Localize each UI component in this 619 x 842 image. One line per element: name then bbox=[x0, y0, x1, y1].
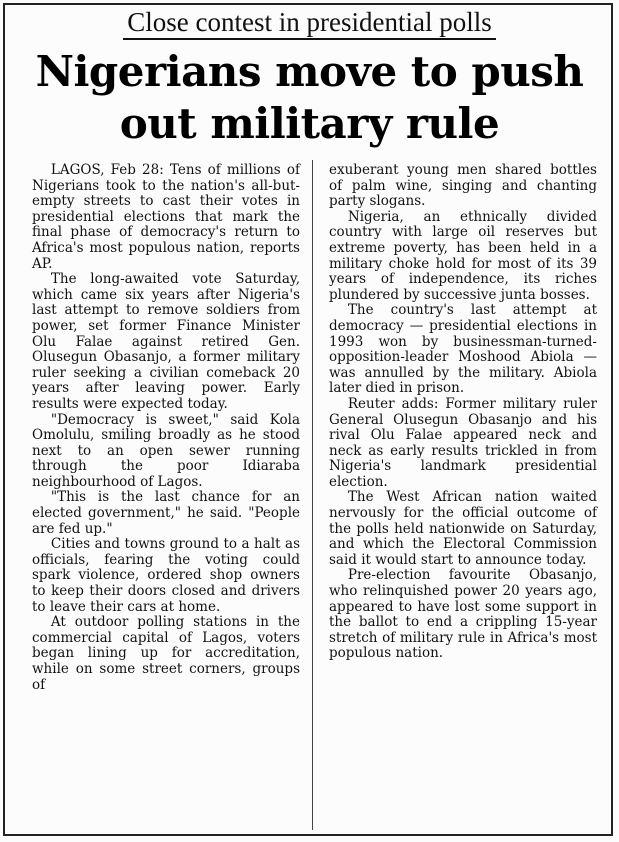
paragraph: The West African nation waited nervously for the official outcome of the polls held nationwide on Saturday, and which the Electoral Commission said it would start to announce today. bbox=[329, 489, 597, 568]
paragraph: Pre-election favourite Obasanjo, who relinquished power 20 years ago, appeared to have lost some support in the ballot to end a crippling 15-year stretch of military rule in Africa's most populous nation. bbox=[329, 567, 597, 662]
article-column-1 bbox=[32, 163, 300, 693]
headline bbox=[0, 46, 619, 150]
paragraph: Reuter adds: Former military ruler General Olusegun Obasanjo and his rival Olu Falae appeared neck and neck as early results trickled in from Nigeria's landmark presidential election. bbox=[329, 395, 597, 490]
headline-line-1: Nigerians move to push bbox=[35, 47, 584, 96]
paragraph: The long-awaited vote Saturday, which came six years after Nigeria's last attempt to remove soldiers from power, set former Finance Minister Olu Falae against retired Gen. Olusegun Obasanjo, a former military ruler seeking a civilian comeback 20 years after leaving power. Early results were expected today. bbox=[32, 271, 300, 412]
paragraph: At outdoor polling stations in the commercial capital of Lagos, voters began lining up for accreditation, while on some street corners, groups of bbox=[32, 614, 300, 693]
kicker: Close contest in presidential polls bbox=[123, 6, 495, 40]
paragraph: The country's last attempt at democracy — presidential elections in 1993 won by businessman-turned-opposition-leader Moshood Abiola — was annulled by the military. Abiola later died in prison. bbox=[329, 302, 597, 397]
headline-line-2: out military rule bbox=[119, 99, 500, 148]
column-divider bbox=[312, 160, 313, 830]
kicker-container bbox=[0, 6, 619, 40]
paragraph: exuberant young men shared bottles of palm wine, singing and chanting party slogans. bbox=[329, 162, 597, 210]
paragraph: Nigeria, an ethnically divided country with large oil reserves but extreme poverty, has been held in a military choke hold for most of its 39 years of independence, its riches plundered by successive junta bosses. bbox=[329, 208, 597, 303]
paragraph: LAGOS, Feb 28: Tens of millions of Nigerians took to the nation's all-but-empty streets to cast their votes in presidential elections that mark the final phase of democracy's return to Africa's most populous nation, reports AP. bbox=[32, 162, 300, 272]
paragraph: "Democracy is sweet," said Kola Omolulu, smiling broadly as he stood next to an open sewer running through the poor Idiaraba neighbourhood of Lagos. bbox=[32, 411, 300, 490]
article-column-2 bbox=[329, 163, 597, 662]
paragraph: "This is the last chance for an elected government," he said. "People are fed up." bbox=[32, 489, 300, 537]
paragraph: Cities and towns ground to a halt as officials, fearing the voting could spark violence, ordered shop owners to keep their doors closed and drivers to leave their cars at home. bbox=[32, 536, 300, 615]
